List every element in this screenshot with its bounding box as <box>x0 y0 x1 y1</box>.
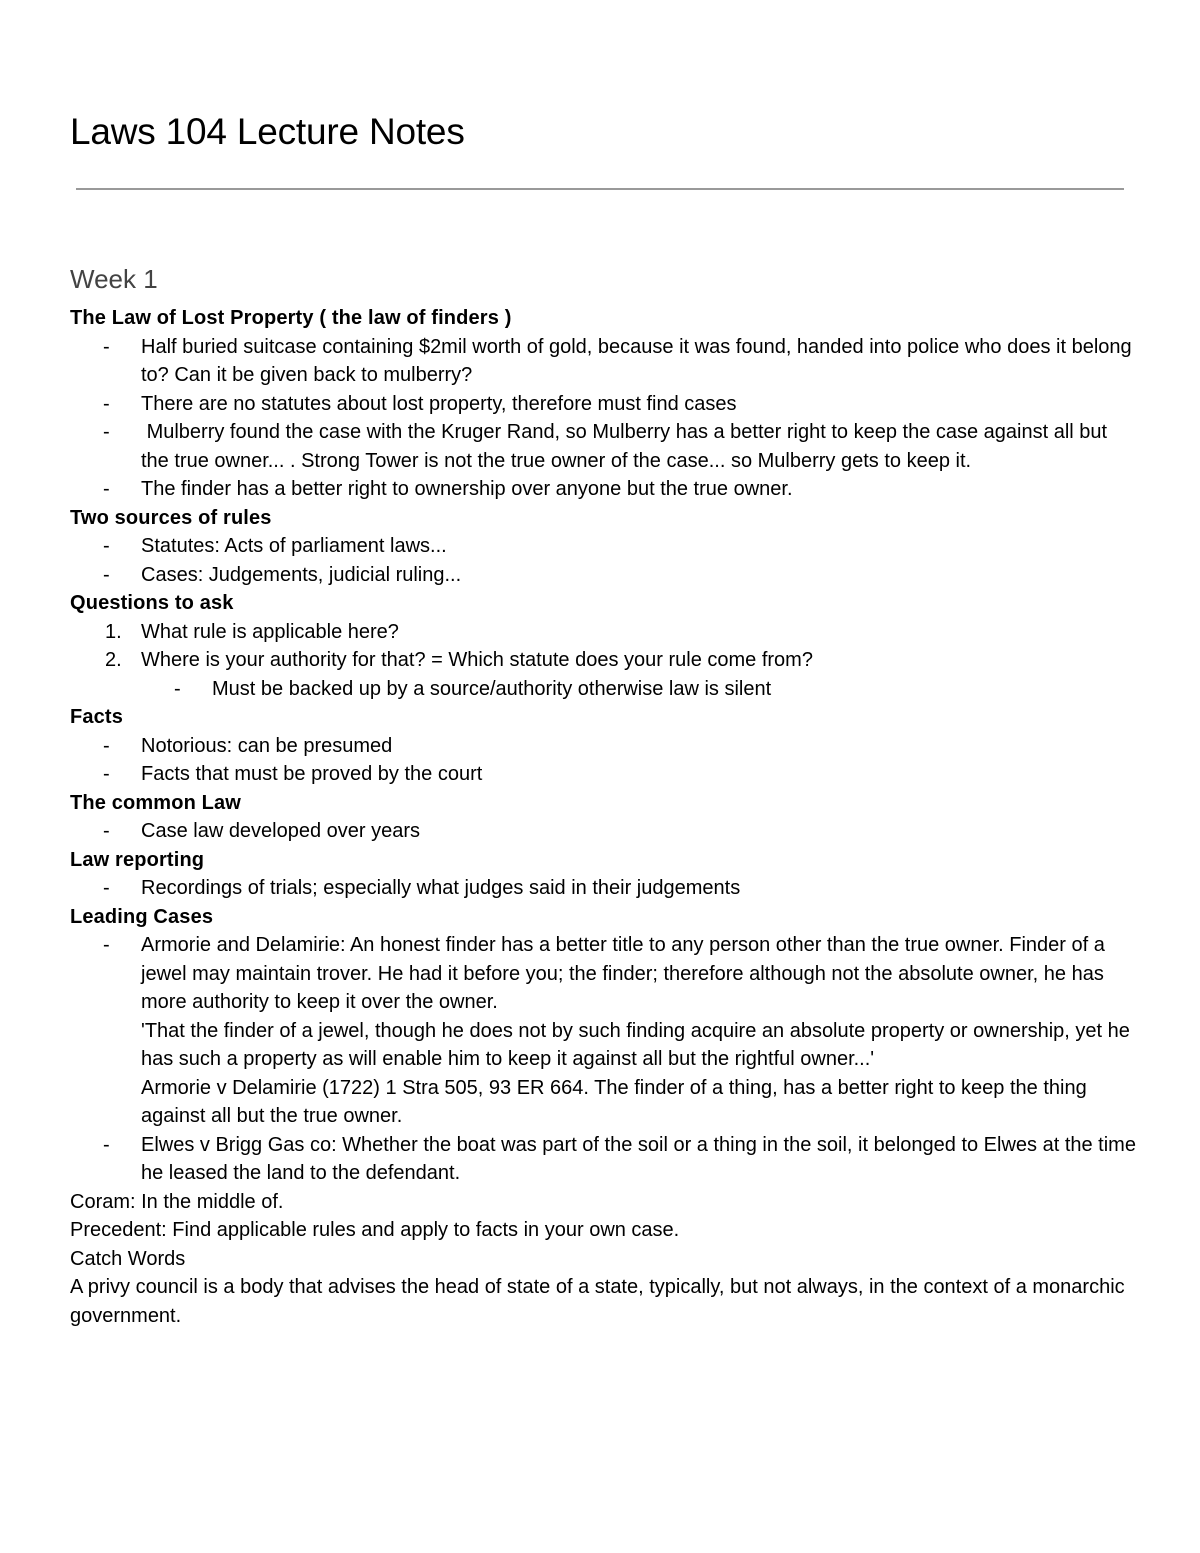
lost-property-list <box>70 333 1140 504</box>
dash-marker: - <box>103 535 110 557</box>
week-heading: Week 1 <box>70 264 158 294</box>
section-heading-questions: Questions to ask <box>70 592 234 614</box>
paragraph-precedent: Precedent: Find applicable rules and apply to facts in your own case. <box>70 1219 680 1241</box>
section-heading-common-law: The common Law <box>70 791 242 814</box>
list-item: - Statutes: Acts of parliament laws... <box>70 532 1140 561</box>
title-divider <box>76 188 1124 190</box>
paragraph-privy-council: A privy council is a body that advises the head of state of a state, typically, but not always, in the context of a monarchic government. <box>70 1276 1125 1327</box>
list-item: - Elwes v Brigg Gas co: Whether the boat was part of the soil or a thing in the soil, it belonged to Elwes at the time he leased the land to the defendant. <box>70 1131 1140 1188</box>
list-item: - Cases: Judgements, judicial ruling... <box>70 561 1140 590</box>
document-title: Laws 104 Lecture Notes <box>70 111 465 152</box>
law-reporting-list <box>70 874 1140 903</box>
list-item: - The finder has a better right to ownership over anyone but the true owner. <box>70 475 1140 504</box>
section-heading-leading-cases: Leading Cases <box>70 905 214 928</box>
case-citation: Armorie v Delamirie (1722) 1 Stra 505, 93 ER 664. The finder of a thing, has a better right to keep the thing against all but the true owner. <box>141 1076 1087 1127</box>
dash-marker: - <box>103 478 110 500</box>
list-item: - Half buried suitcase containing $2mil worth of gold, because it was found, handed into police who does it belong to? Can it be given back to mulberry? <box>70 333 1140 390</box>
case-summary: Armorie and Delamirie: An honest finder has a better title to any person other than the true owner. Finder of a jewel may maintain trover. He had it before you; the finder; therefore although not the absolute owner, he has more authority to keep it over the owner. <box>141 934 1105 1013</box>
dash-marker: - <box>103 392 110 415</box>
section-heading-lost-property: The Law of Lost Property ( the law of finders ) <box>70 307 512 329</box>
list-item: - Mulberry found the case with the Kruger Rand, so Mulberry has a better right to keep the case against all but the true owner... . Strong Tower is not the true owner of the case... so Mulberry gets to keep it. <box>70 418 1140 475</box>
list-item: - Facts that must be proved by the court <box>70 760 1140 789</box>
leading-cases-list <box>70 931 1140 1188</box>
number-marker: 2. <box>105 649 122 671</box>
case-quote: 'That the finder of a jewel, though he does not by such finding acquire an absolute property or ownership, yet he has such a property as will enable him to keep it against all but the rightful owner...' <box>141 1019 1130 1070</box>
dash-marker: - <box>103 934 110 956</box>
paragraph-catch-words: Catch Words <box>70 1247 186 1270</box>
number-marker: 1. <box>105 620 122 643</box>
section-heading-sources: Two sources of rules <box>70 506 272 529</box>
sources-list <box>70 532 1140 589</box>
dash-marker: - <box>103 563 110 586</box>
list-item: - There are no statutes about lost property, therefore must find cases <box>70 390 1140 419</box>
section-heading-law-reporting: Law reporting <box>70 848 205 871</box>
dash-marker: - <box>103 820 110 842</box>
paragraph-coram: Coram: In the middle of. <box>70 1190 284 1213</box>
dash-marker: - <box>103 335 110 358</box>
list-item: - Recordings of trials; especially what judges said in their judgements <box>70 874 1140 903</box>
document-body <box>70 263 1140 1330</box>
sub-list-item: - Must be backed up by a source/authority otherwise law is silent <box>70 675 1140 704</box>
list-item <box>70 931 1140 1131</box>
questions-list <box>70 618 1140 704</box>
dash-marker: - <box>103 1133 110 1156</box>
dash-marker: - <box>103 877 110 899</box>
list-item: 1. What rule is applicable here? <box>70 618 1140 647</box>
dash-marker: - <box>103 421 110 443</box>
list-item: - Case law developed over years <box>70 817 1140 846</box>
dash-marker: - <box>103 734 110 757</box>
list-item: 2. Where is your authority for that? = Which statute does your rule come from? <box>70 646 1140 675</box>
dash-marker: - <box>103 763 110 785</box>
dash-marker: - <box>174 677 181 700</box>
list-item: - Notorious: can be presumed <box>70 732 1140 761</box>
common-law-list <box>70 817 1140 846</box>
facts-list <box>70 732 1140 789</box>
section-heading-facts: Facts <box>70 706 123 728</box>
